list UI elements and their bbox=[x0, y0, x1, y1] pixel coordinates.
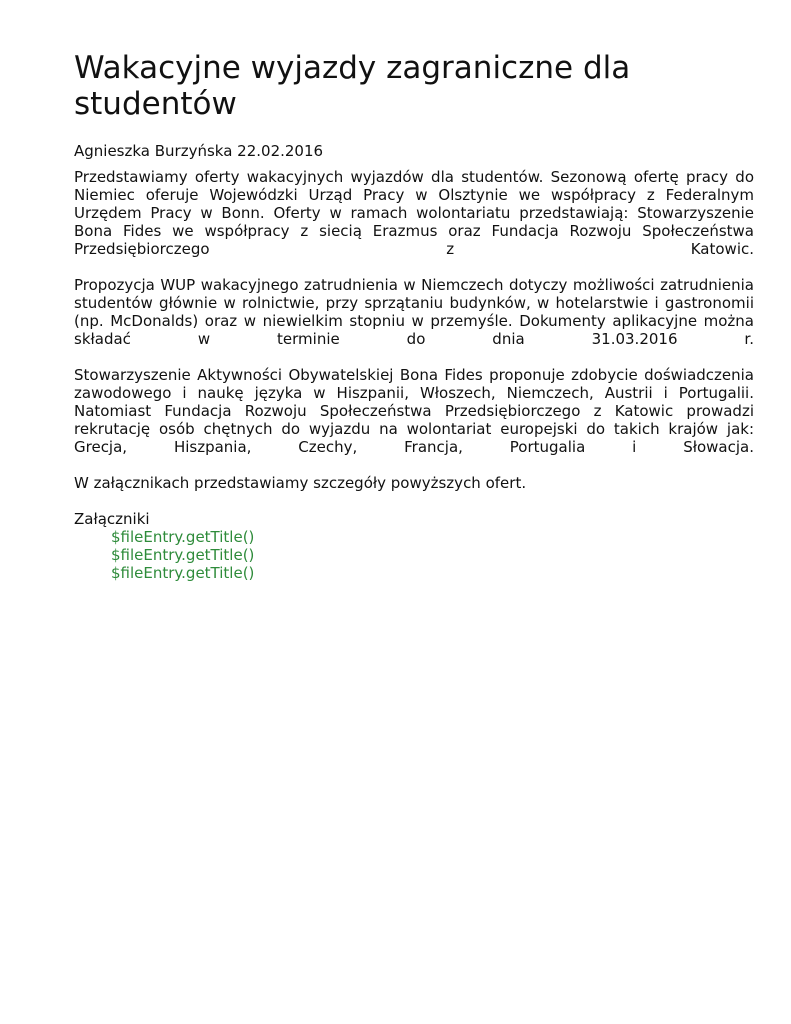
attachment-link[interactable]: $fileEntry.getTitle() bbox=[111, 528, 255, 546]
attachment-item bbox=[111, 528, 754, 546]
paragraph-volunteer-offer: Stowarzyszenie Aktywności Obywatelskiej Bona Fides proponuje zdobycie doświadczenia zawodowego i naukę języka w Hiszpanii, Włoszech, Niemczech, Austrii i Portugalii. Natomiast Fundacja Rozwoju Społeczeństwa Przedsiębiorczego z Katowic prowadzi rekrutację osób chętnych do wyjazdu na wolontariat europejski do takich krajów jak: Grecja, Hiszpania, Czechy, Francja, Portugalia i Słowacja. bbox=[74, 366, 754, 456]
attachments-label: Załączniki bbox=[74, 510, 150, 528]
paragraph-intro: Przedstawiamy oferty wakacyjnych wyjazdów dla studentów. Sezonową ofertę pracy do Niemiec oferuje Wojewódzki Urząd Pracy w Olsztynie we współpracy z Federalnym Urzędem Pracy w Bonn. Oferty w ramach wolontariatu przedstawiają: Stowarzyszenie Bona Fides we współpracy z siecią Erazmus oraz Fundacja Rozwoju Społeczeństwa Przedsiębiorczego z Katowic. bbox=[74, 168, 754, 258]
article bbox=[74, 50, 754, 582]
attachment-link[interactable]: $fileEntry.getTitle() bbox=[111, 564, 255, 582]
page-title: Wakacyjne wyjazdy zagraniczne dla studentów bbox=[74, 50, 631, 122]
paragraph-wup-offer: Propozycja WUP wakacyjnego zatrudnienia w Niemczech dotyczy możliwości zatrudnienia studentów głównie w rolnictwie, przy sprzątaniu budynków, w hotelarstwie i gastronomii (np. McDonalds) oraz w niewielkim stopniu w przemyśle. Dokumenty aplikacyjne można składać w terminie do dnia 31.03.2016 r. bbox=[74, 276, 754, 348]
attachment-item bbox=[111, 546, 754, 564]
attachment-link[interactable]: $fileEntry.getTitle() bbox=[111, 546, 255, 564]
paragraph-attachments-note: W załącznikach przedstawiamy szczegóły powyższych ofert. bbox=[74, 474, 527, 492]
author-date: Agnieszka Burzyńska 22.02.2016 bbox=[74, 142, 324, 160]
attachments-list bbox=[74, 528, 754, 582]
attachment-item bbox=[111, 564, 754, 582]
